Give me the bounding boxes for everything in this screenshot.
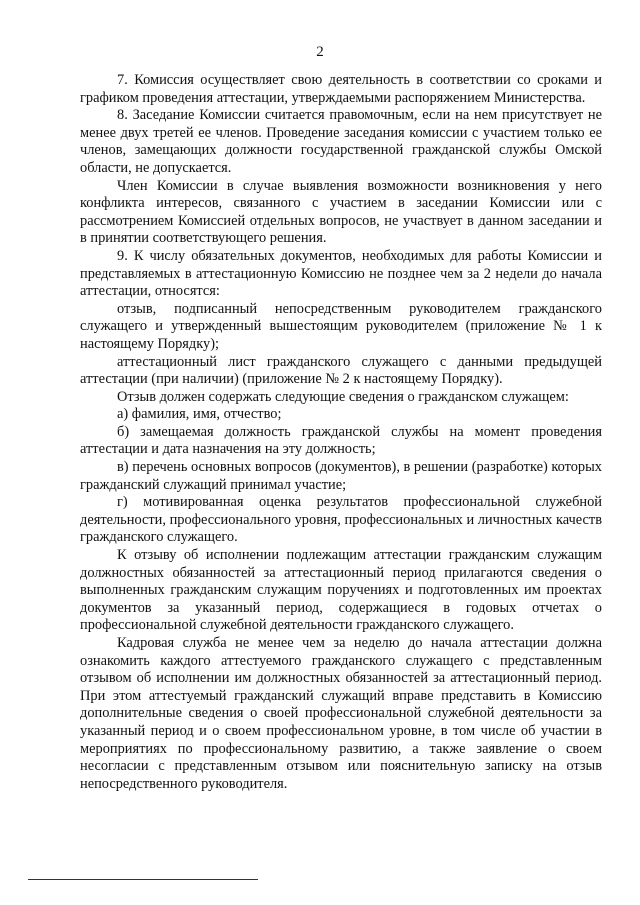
paragraph-review-contents: Отзыв должен содержать следующие сведения о гражданском служащем: (117, 388, 569, 405)
paragraph-conflict-of-interest: Член Комиссии в случае выявления возможности возникновения у него конфликта интересов, связанного с участием в заседании Комиссии или с рассмотрением Комиссией отдельных вопросов, не участвует в данном заседании и в принятии соответствующего решения. (80, 177, 602, 247)
paragraph-8: 8. Заседание Комиссии считается правомочным, если на нем присутствует не менее двух третей ее членов. Проведение заседания комиссии с участием только ее членов, замещающих должности государственной гражданской службы Омской области, не допускается. (80, 107, 602, 176)
list-item-b: б) замещаемая должность гражданской службы на момент проведения аттестации и дата назначения на эту должность; (80, 423, 602, 458)
list-item-a: а) фамилия, имя, отчество; (117, 406, 282, 423)
list-item-v: в) перечень основных вопросов (документов), в решении (разработке) которых гражданский служащий принимал участие; (80, 459, 602, 493)
footer-divider (28, 879, 258, 880)
paragraph-9: 9. К числу обязательных документов, необходимых для работы Комиссии и представляемых в аттестационную Комиссию не позднее чем за 2 недели до начала аттестации, относятся: (80, 247, 602, 300)
list-item-g: г) мотивированная оценка результатов профессиональной служебной деятельности, профессионального уровня, профессиональных и личностных качеств гражданского служащего. (80, 494, 603, 546)
paragraph-attachments: К отзыву об исполнении подлежащим аттестации гражданским служащим должностных обязанностей за аттестационный период прилагаются сведения о выполненных гражданским служащим поручениях и подготовленных им проектах документов за указанный период, содержащиеся в годовых отчетах о профессиональной служебной деятельности гражданского служащего. (80, 547, 602, 634)
paragraph-7: 7. Комиссия осуществляет свою деятельность в соответствии со сроками и графиком проведения аттестации, утверждаемыми распоряжением Министерства. (80, 72, 602, 106)
paragraph-review-document: отзыв, подписанный непосредственным руководителем гражданского служащего и утвержденный вышестоящим руководителем (приложение № 1 к настоящему Порядку); (80, 300, 602, 352)
page-number: 2 (316, 44, 324, 60)
paragraph-hr-service: Кадровая служба не менее чем за неделю до начала аттестации должна ознакомить каждого аттестуемого гражданского служащего с представленным отзывом об исполнении им должностных обязанностей за аттестационный период. При этом аттестуемый гражданский служащий вправе представить в Комиссию дополнительные сведения о своей профессиональной служебной деятельности за указанный период и о своем профессиональном уровне, в том числе об участии в мероприятиях по профессиональному развитию, а также заявление о своем несогласии с представленным отзывом или пояснительную записку на отзыв непосредственного руководителя. (80, 635, 602, 792)
document-body (80, 72, 602, 793)
paragraph-attestation-sheet: аттестационный лист гражданского служащего с данными предыдущей аттестации (при наличии) (приложение № 2 к настоящему Порядку). (80, 353, 602, 388)
